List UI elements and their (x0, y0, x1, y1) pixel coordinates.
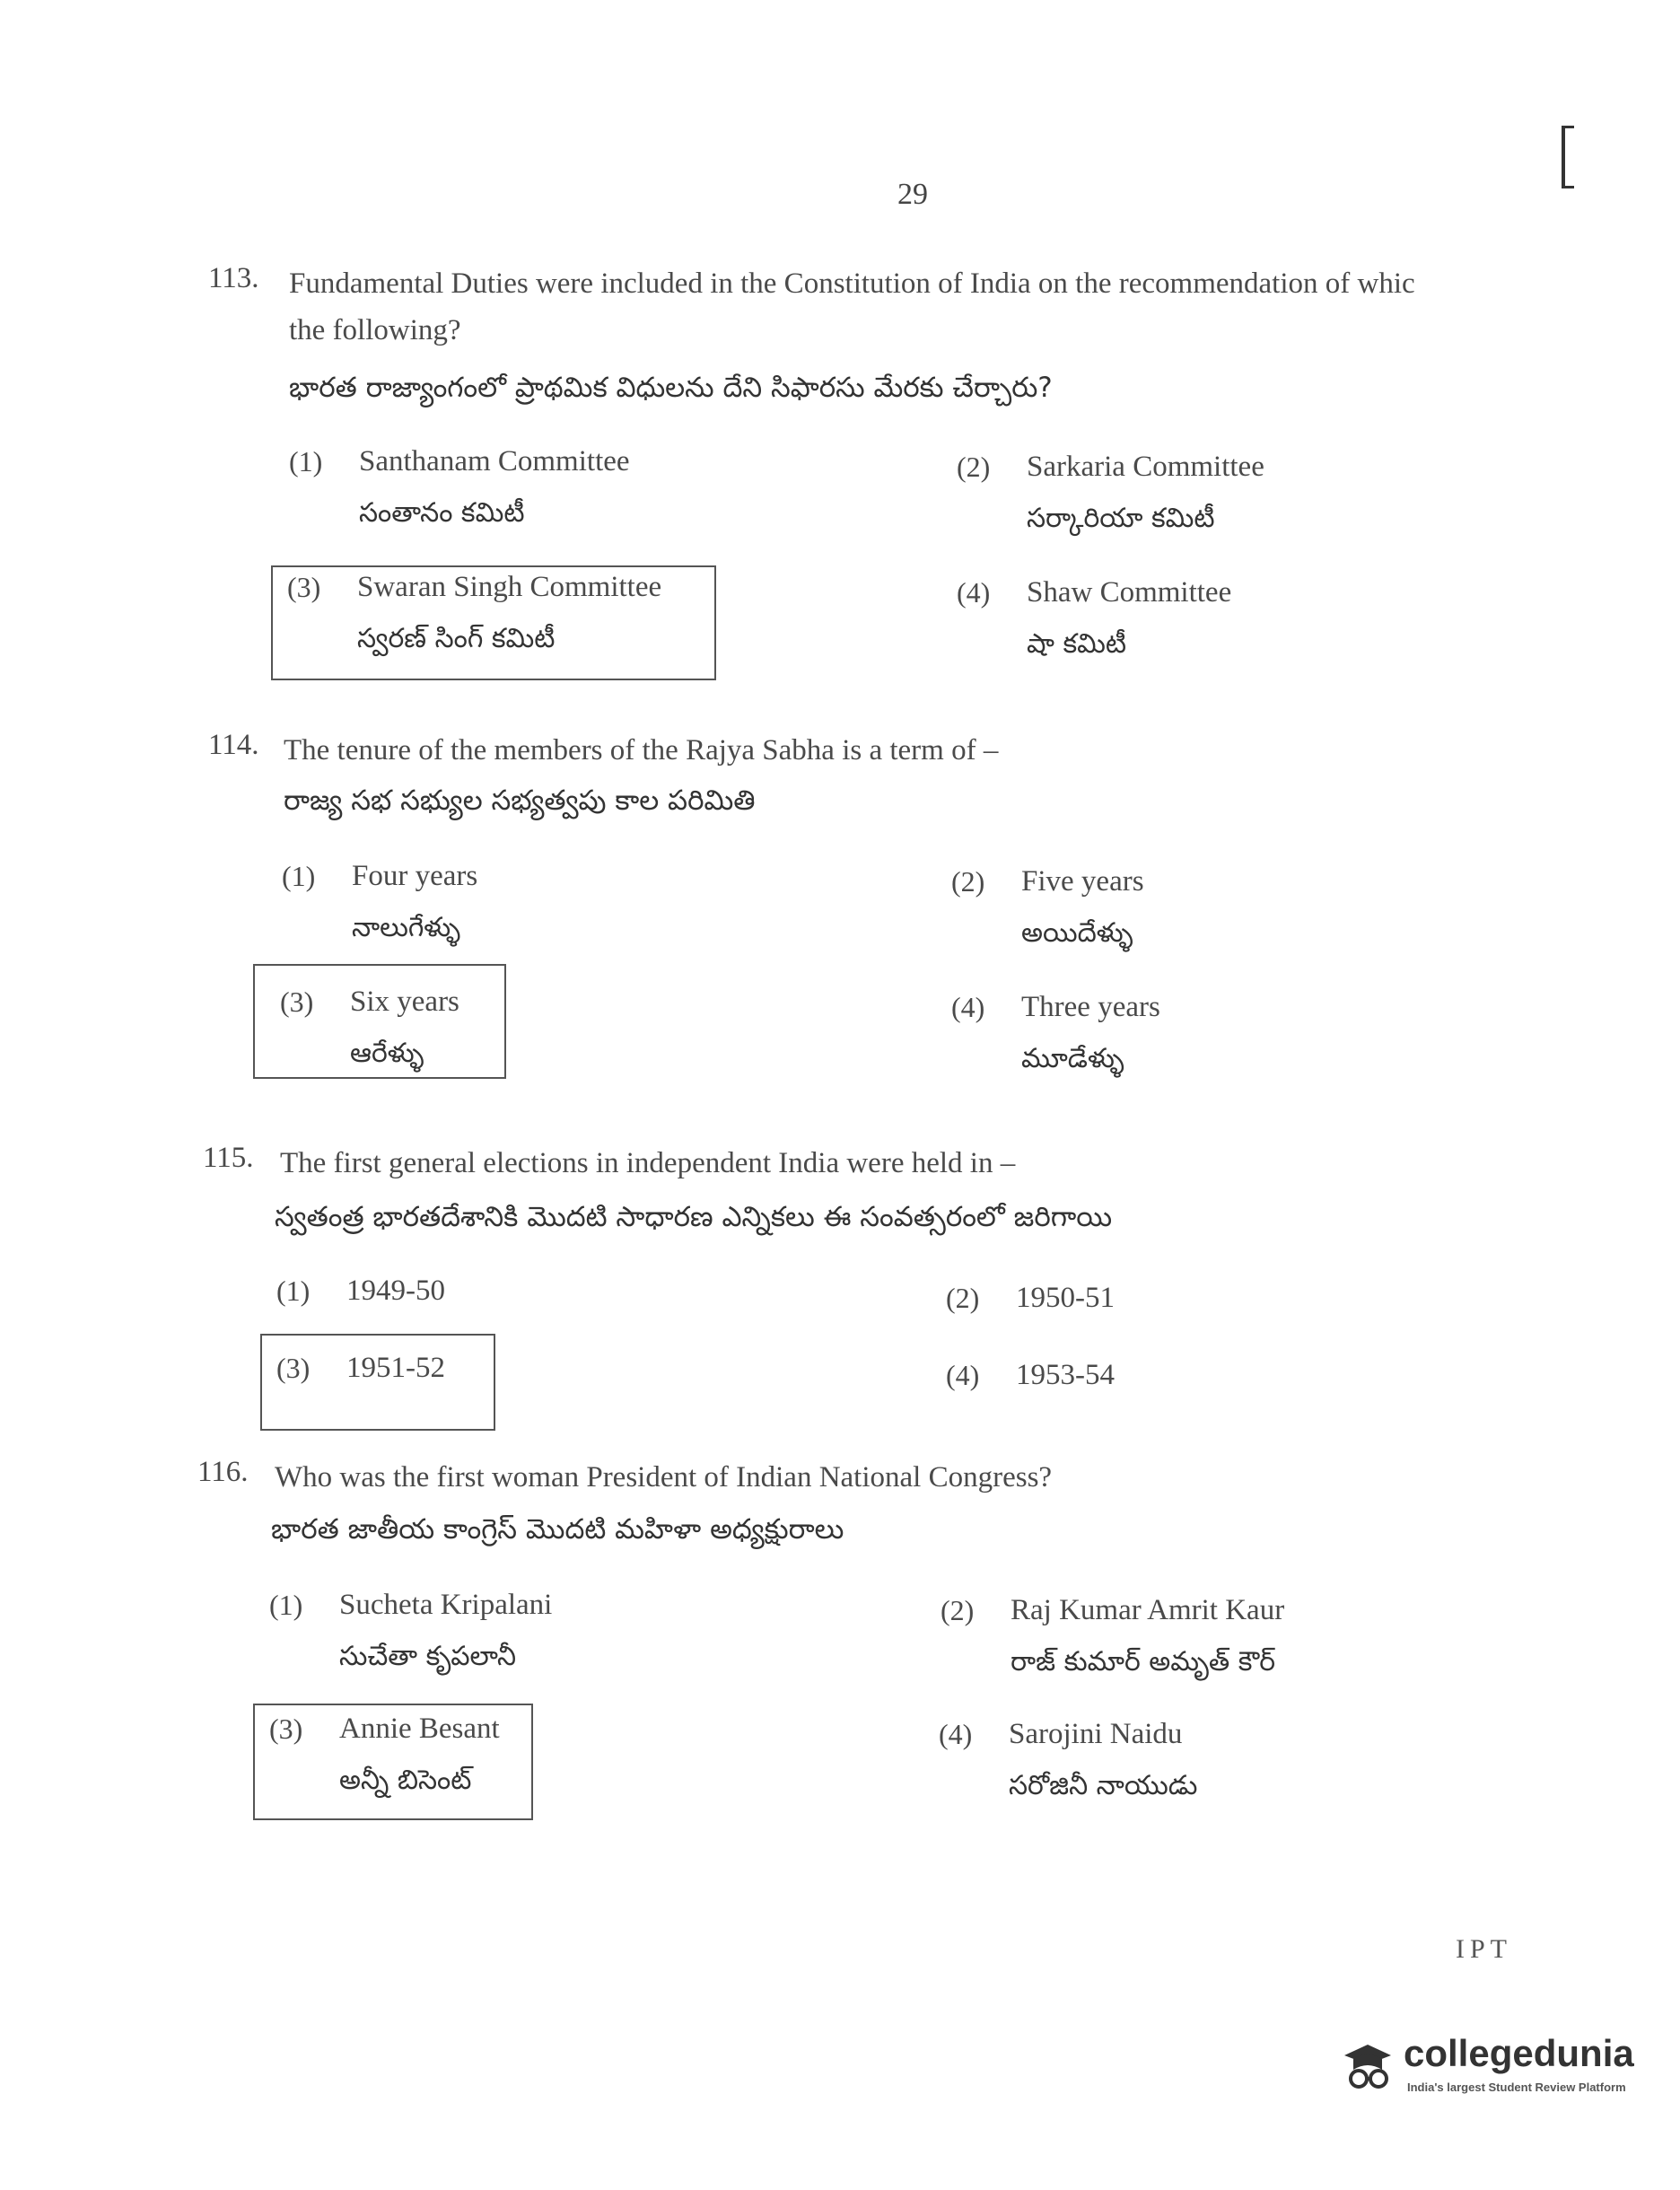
option-text-en: 1953-54 (1016, 1359, 1115, 1391)
option-number: (4) (939, 1718, 973, 1750)
option-text-en: 1950-51 (1016, 1282, 1115, 1314)
option-text-te: స్వరణ్ సింగ్ కమిటీ (357, 623, 556, 654)
option-text-en: Three years (1021, 991, 1160, 1023)
option-number: (2) (941, 1594, 975, 1626)
option-text-en: Six years (350, 986, 459, 1018)
option-text-te: నాలుగేళ్ళు (352, 912, 461, 943)
student-mascot-icon (1332, 2028, 1404, 2100)
option-text-te: సుచేతా కృపలానీ (339, 1641, 517, 1672)
option-text-en: Raj Kumar Amrit Kaur (1011, 1594, 1285, 1626)
option-text-en: Annie Besant (339, 1713, 500, 1745)
question-text-te: స్వతంత్ర భారతదేశానికి మొదటి సాధారణ ఎన్నికలు ఈ సంవత్సరంలో జరిగాయి (275, 1201, 1113, 1233)
option-text-en: Santhanam Committee (359, 445, 630, 477)
question-number: 113. (208, 262, 259, 294)
option-number: (4) (957, 576, 991, 609)
option-number: (3) (269, 1713, 303, 1745)
question-number: 115. (203, 1142, 254, 1174)
option-number: (1) (276, 1275, 311, 1307)
option-number: (2) (946, 1282, 980, 1314)
option-number: (4) (951, 991, 985, 1023)
question-text-te: భారత జాతీయ కాంగ్రెస్ మొదటి మహిళా అధ్యక్షురాలు (271, 1513, 844, 1546)
option-text-en: Swaran Singh Committee (357, 571, 662, 603)
option-number: (3) (276, 1352, 311, 1384)
option-number: (1) (282, 860, 316, 892)
option-text-en: Sarkaria Committee (1027, 451, 1264, 483)
option-text-te: అన్నీ బిసెంట్ (339, 1765, 472, 1796)
watermark-name: collegedunia (1404, 2032, 1634, 2074)
question-text-en: Who was the first woman President of Indian National Congress? (275, 1461, 1053, 1494)
option-number: (1) (289, 445, 323, 477)
option-text-te: సంతానం కమిటీ (359, 497, 525, 529)
option-number: (2) (951, 865, 985, 898)
question-text-en: The first general elections in independent India were held in – (280, 1147, 1016, 1179)
booklet-code: IPT (1456, 1934, 1512, 1964)
option-number: (1) (269, 1589, 303, 1621)
option-number: (3) (287, 571, 321, 603)
option-text-en: Five years (1021, 865, 1144, 898)
question-text-en-line2: the following? (289, 314, 461, 346)
option-text-te: రాజ్ కుమార్ అమృత్ కౌర్ (1011, 1646, 1276, 1678)
option-number: (2) (957, 451, 991, 483)
question-number: 116. (197, 1456, 249, 1488)
question-text-en: Fundamental Duties were included in the Constitution of India on the recommendation of whic (289, 267, 1415, 300)
option-text-te: అయిదేళ్ళు (1021, 917, 1133, 949)
page-number: 29 (897, 178, 928, 211)
option-text-te: షా కమిటీ (1027, 628, 1127, 660)
question-text-te: రాజ్య సభ సభ్యుల సభ్యత్వపు కాల పరిమితి (284, 784, 756, 817)
collegedunia-watermark (1332, 2028, 1634, 2100)
option-number: (4) (946, 1359, 980, 1391)
option-text-te: సర్కారియా కమిటీ (1027, 503, 1215, 534)
option-text-en: Four years (352, 860, 478, 892)
option-text-te: మూడేళ్ళు (1021, 1043, 1124, 1074)
watermark-tagline: India's largest Student Review Platform (1407, 2080, 1626, 2094)
question-text-en: The tenure of the members of the Rajya Sabha is a term of – (284, 734, 999, 766)
option-text-en: 1949-50 (346, 1275, 445, 1307)
option-text-en: 1951-52 (346, 1352, 445, 1384)
option-text-en: Shaw Committee (1027, 576, 1232, 609)
option-text-en: Sucheta Kripalani (339, 1589, 553, 1621)
question-text-te: భారత రాజ్యాంగంలో ప్రాథమిక విధులను దేని సిఫారసు మేరకు చేర్చారు? (289, 372, 1053, 404)
corner-bracket (1562, 126, 1574, 188)
option-text-te: సరోజినీ నాయుడు (1009, 1770, 1198, 1801)
option-text-te: ఆరేళ్ళు (350, 1038, 424, 1069)
option-number: (3) (280, 986, 314, 1018)
question-number: 114. (208, 729, 259, 761)
option-text-en: Sarojini Naidu (1009, 1718, 1183, 1750)
